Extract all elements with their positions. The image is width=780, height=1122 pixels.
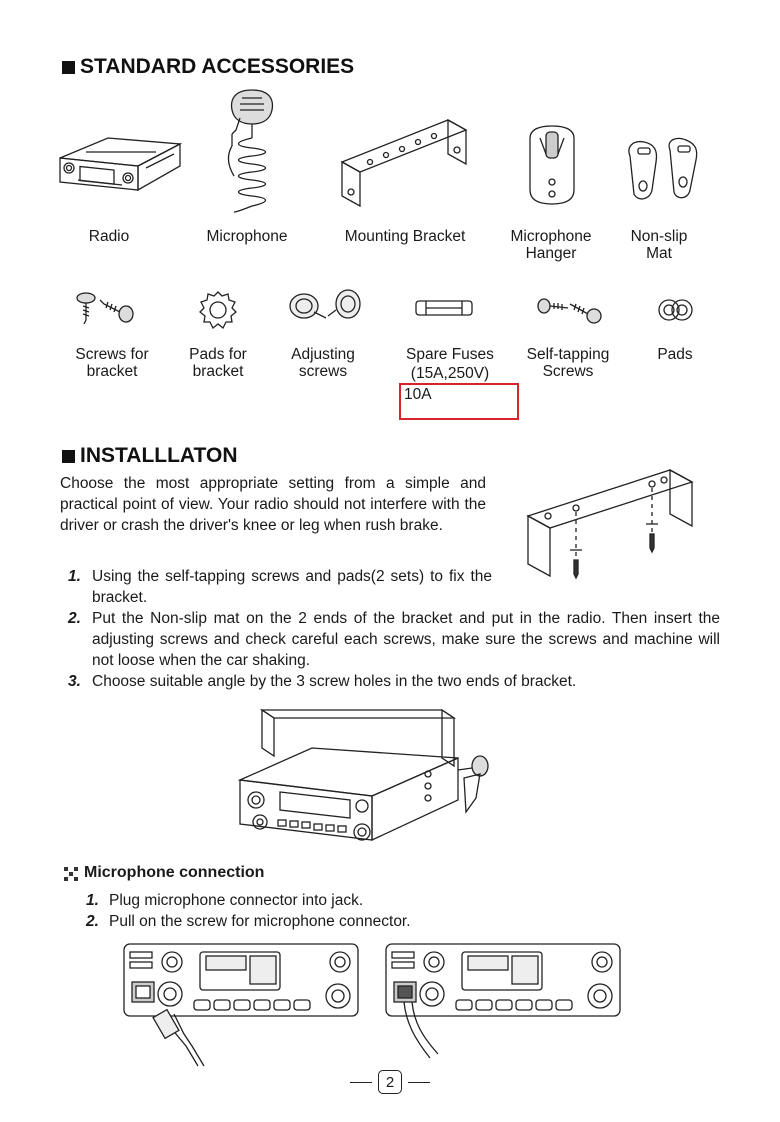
step-text: Put the Non-slip mat on the 2 ends of the bracket and put in the radio. Then insert the adjusting screws and check careful each screws, make sure the screws and machine will not loose when the car shaking. — [92, 610, 720, 669]
label-self-tapping-screws — [514, 346, 622, 380]
non-slip-mat-illustration — [626, 136, 716, 204]
label-microphone — [192, 228, 302, 245]
installation-heading-text: INSTALLLATON — [80, 444, 238, 467]
adjusting-screws-illustration — [286, 286, 366, 326]
spare-fuses-line1: Spare Fuses — [406, 346, 494, 363]
correction-annotation-box — [399, 383, 519, 420]
bracket-illustration — [336, 112, 470, 212]
screws-bracket-line2: bracket — [86, 363, 138, 380]
square-bullet-icon — [62, 61, 75, 74]
label-mounting-bracket — [334, 228, 476, 245]
mic-step-2 — [86, 911, 686, 932]
page-number-footer — [340, 1070, 440, 1094]
mounted-radio-illustration — [232, 702, 500, 844]
step-number: 1. — [86, 892, 99, 909]
label-pads — [640, 346, 710, 363]
installation-intro: Choose the most appropriate setting from a simple and practical point of view. Your radio should not interfere with the driver or crash the driver's knee or leg when rush brake. — [60, 475, 486, 534]
hanger-illustration — [524, 124, 580, 206]
step-text: Plug microphone connector into jack. — [109, 892, 364, 909]
self-tapping-screws-illustration — [536, 296, 604, 324]
step-text: Pull on the screw for microphone connector. — [109, 913, 411, 930]
adjusting-screws-line2: screws — [298, 363, 348, 380]
self-tapping-line1: Self-tapping — [526, 346, 610, 363]
page-number: 2 — [378, 1070, 402, 1094]
mat-label-line1: Non-slip — [630, 228, 688, 245]
step-number: 1. — [68, 568, 81, 585]
footer-dash-left — [350, 1082, 372, 1083]
mic-step-1 — [86, 890, 686, 911]
installation-step-1 — [68, 566, 492, 608]
radio-label-line: Radio — [88, 228, 130, 245]
pads-bracket-line2: bracket — [192, 363, 244, 380]
installation-step-2 — [68, 608, 720, 671]
accessories-heading — [62, 55, 354, 79]
step-number: 2. — [68, 610, 81, 627]
label-radio — [60, 228, 158, 245]
installation-heading — [62, 444, 237, 468]
pads-label-line: Pads — [657, 346, 693, 363]
label-adjusting-screws — [276, 346, 370, 380]
microphone-label-line: Microphone — [206, 228, 288, 245]
bracket-pads-illustration — [196, 290, 240, 330]
mat-label-line2: Mat — [646, 245, 672, 262]
adjusting-screws-line1: Adjusting — [291, 346, 355, 363]
microphone-illustration — [222, 86, 282, 216]
label-screws-for-bracket — [62, 346, 162, 380]
label-microphone-hanger — [496, 228, 606, 262]
radio-front-connected-illustration — [384, 942, 624, 1072]
mic-connection-heading: Microphone connection — [84, 864, 265, 881]
screws-bracket-line1: Screws for — [75, 346, 149, 363]
radio-front-plugging-illustration — [122, 942, 362, 1072]
spare-fuses-line2: (15A,250V) — [410, 365, 490, 382]
pads-illustration — [656, 298, 696, 322]
pads-bracket-line1: Pads for — [189, 346, 247, 363]
label-non-slip-mat — [614, 228, 704, 262]
step-text: Choose suitable angle by the 3 screw holes in the two ends of bracket. — [92, 673, 577, 690]
bracket-label-line: Mounting Bracket — [344, 228, 466, 245]
step-number: 3. — [68, 673, 81, 690]
hanger-label-line2: Hanger — [525, 245, 577, 262]
footer-dash-right — [408, 1082, 430, 1083]
self-tapping-line2: Screws — [542, 363, 594, 380]
bracket-screws-illustration — [74, 290, 136, 326]
spare-fuse-illustration — [414, 298, 474, 318]
hanger-label-line1: Microphone — [510, 228, 592, 245]
bracket-install-illustration — [520, 464, 700, 584]
label-spare-fuses — [394, 346, 506, 382]
square-bullet-icon — [62, 450, 75, 463]
label-pads-for-bracket — [172, 346, 264, 380]
step-number: 2. — [86, 913, 99, 930]
sub-bullet-icon — [64, 867, 78, 881]
accessories-heading-text: STANDARD ACCESSORIES — [80, 55, 355, 78]
installation-step-3 — [68, 671, 720, 692]
step-text: Using the self-tapping screws and pads(2 sets) to fix the bracket. — [92, 568, 492, 606]
correction-text: 10A — [404, 386, 432, 403]
radio-illustration — [56, 128, 182, 196]
